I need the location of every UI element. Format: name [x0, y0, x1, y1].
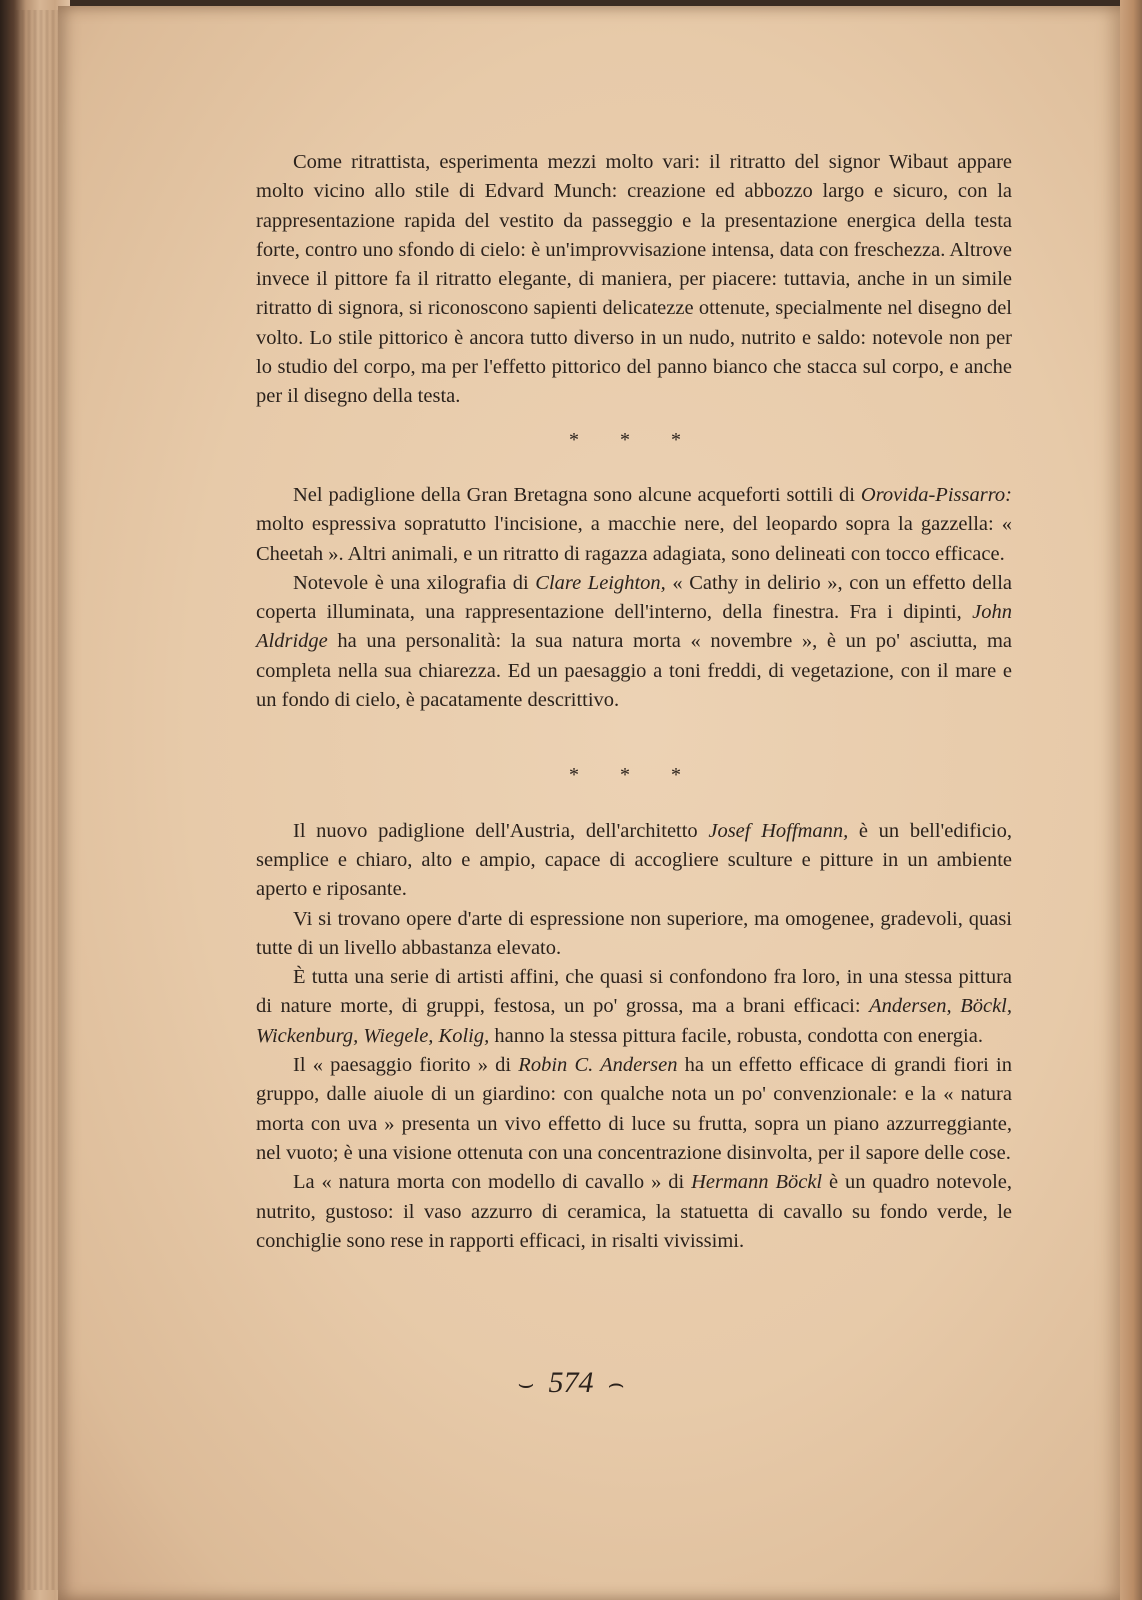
artist-names: Andersen, Böckl, Wickenburg, Wiegele, Kolig, [256, 995, 1012, 1047]
paragraph-gran-bretagna [256, 481, 1012, 569]
page-number-value: 574 [548, 1366, 594, 1399]
paragraph-leighton-aldridge [256, 569, 1012, 715]
text-run: Notevole è una xilografia di [293, 571, 536, 594]
section-separator: * * * [569, 764, 699, 787]
text-run: ha una personalità: la sua natura morta « novembre », è un po' asciutta, ma completa nella sua chiarezza. Ed un paesaggio a toni freddi, di vegetazione, con il mare e un fondo di cielo, è pacatamente descrittivo. [256, 630, 1012, 712]
paragraph-artisti [256, 963, 1012, 1051]
paragraph-opere: Vi si trovano opere d'arte di espressione non superiore, ma omogenee, gradevoli, quasi tutte di un livello abbastanza elevato. [256, 907, 1012, 959]
page-edge [1120, 0, 1142, 1600]
ornament-left: ⌣ [517, 1369, 535, 1398]
architect-name: Josef Hoffmann, [708, 819, 849, 842]
text-run: è un bell'edificio, semplice e chiaro, alto e ampio, capace di accogliere sculture e pitture in un ambiente aperto e riposante. [256, 819, 1012, 901]
paragraph-portraits: Come ritrattista, esperimenta mezzi molto vari: il ritratto del signor Wibaut appare molto vicino allo stile di Edvard Munch: creazione ed abbozzo largo e sicuro, con la rappresentazione rapida del vestito da passeggio e la presentazione energica della testa forte, contro uno sfondo di cielo: è un'improvvisazione intensa, data con freschezza. Altrove invece il pittore fa il ritratto elegante, di maniera, per piacere: tuttavia, anche in un simile ritratto di signora, si riconoscono sapienti delicatezze ottenute, specialmente nel disegno del volto. Lo stile pittorico è ancora tutto diverso in un nudo, nutrito e saldo: notevole non per lo studio del corpo, ma per l'effetto pittorico del panno bianco che stacca sul corpo, e anche per il disegno della testa. [256, 151, 1012, 408]
artist-name: Hermann Böckl [691, 1171, 823, 1194]
text-run: Il nuovo padiglione dell'Austria, dell'architetto [293, 819, 709, 842]
text-run: hanno la stessa pittura facile, robusta, condotta con energia. [489, 1024, 983, 1047]
text-run: La « natura morta con modello di cavallo » di [293, 1171, 692, 1194]
text-run: Il « paesaggio fiorito » di [293, 1054, 519, 1077]
artist-name: John Aldridge [256, 601, 1012, 653]
paragraph-austria [256, 817, 1012, 905]
spine-texture [8, 10, 60, 1590]
text-run: « Cathy in delirio », con un effetto della coperta illuminata, una rappresentazione dell'interno, della finestra. Fra i dipinti, [256, 571, 1012, 624]
section-separator: * * * [569, 428, 699, 451]
artist-name: Clare Leighton, [535, 571, 666, 594]
page-number [0, 1366, 1142, 1400]
article-text [256, 148, 1012, 1256]
text-run: È tutta una serie di artisti affini, che quasi si confondono fra loro, in una stessa pittura di nature morte, di gruppi, festosa, un po' grossa, ma a brani efficaci: [256, 966, 1012, 1018]
text-run: ha un effetto efficace di grandi fiori in gruppo, dalle aiuole di un giardino: con qualche nota un po' convenzionale: e la « natura morta con uva » presenta un vivo effetto di luce su frutta, sopra un piano azzurreggiante, nel vuoto; è una visione ottenuta con una concentrazione disinvolta, per il sapore delle cose. [256, 1054, 1012, 1164]
artist-name: Orovida-Pissarro: [860, 483, 1012, 506]
text-run: Nel padiglione della Gran Bretagna sono alcune acqueforti sottili di [293, 483, 861, 506]
text-run: è un quadro notevole, nutrito, gustoso: il vaso azzurro di ceramica, la statuetta di cavallo su fondo verde, le conchiglie sono rese in rapporti efficaci, in risalti vivissimi. [256, 1171, 1012, 1252]
text-run: molto espressiva sopratutto l'incisione, a macchie nere, del leopardo sopra la gazzella: « Cheetah ». Altri animali, e un ritratto di ragazza adagiata, sono delineati con tocco efficace. [256, 513, 1012, 565]
paragraph-bockl [256, 1168, 1012, 1256]
ornament-right: ⌢ [607, 1369, 625, 1398]
paragraph-andersen [256, 1051, 1012, 1168]
artist-name: Robin C. Andersen [518, 1054, 678, 1077]
